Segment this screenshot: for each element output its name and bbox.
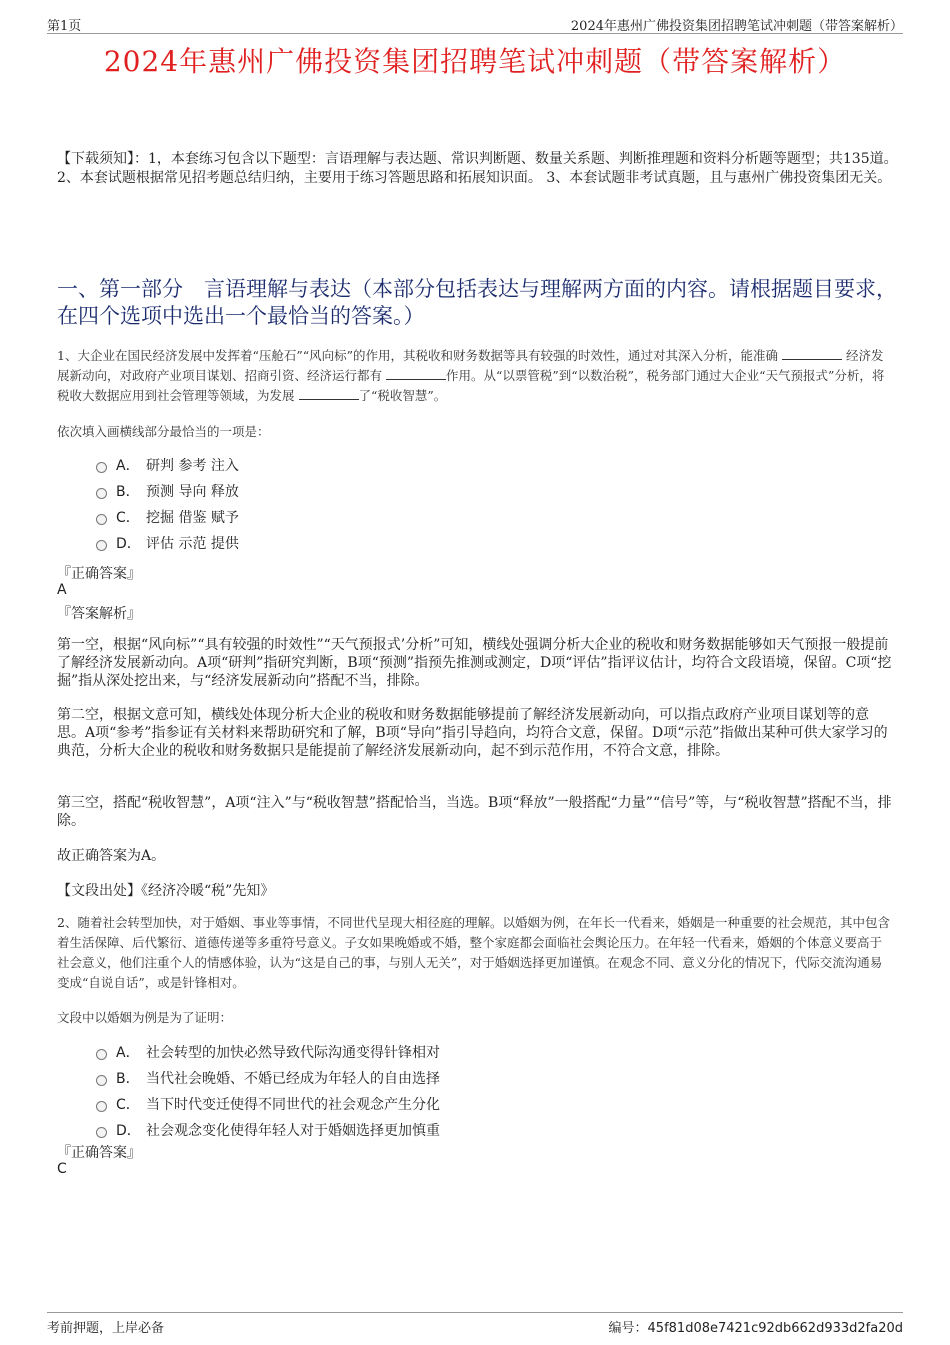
q1-text-part-4: 了“税收智慧”。 xyxy=(358,388,447,403)
q1-text-part-1: 1、大企业在国民经济发展中发挥着“压舱石”“风向标”的作用，其税收和财务数据等具有较强的时效性，通过对其深入分析，能准确 xyxy=(57,348,779,363)
option-a[interactable]: A． 社会转型的加快必然导致代际沟通变得针锋相对 xyxy=(96,1040,440,1066)
analysis-paragraph: 第一空，根据“风向标”“具有较强的时效性”“天气预报式’分析”可知，横线处强调分析大企业的税收和财务数据能够如天气预报一般提前了解经济发展新动向。A项“研判”指研究判断，B项“预测”指预先推测或测定，D项“评估”指评议估计，均符合文段语境，保留。C项“挖掘”指从深处挖出来，与“经济发展新动向”搭配不当，排除。 xyxy=(57,637,892,689)
answer-blank xyxy=(299,387,359,400)
question-1-prompt: 依次填入画横线部分最恰当的一项是： xyxy=(57,424,270,439)
question-1-text xyxy=(57,346,892,406)
q1-text-part-3: 作用。从“以票管税”到“以数治税”，税务部门通过大企业“天气预报式”分析，将税收大数据应用到社会管理等领域，为发展 xyxy=(57,368,885,403)
analysis-label: 『答案解析』 xyxy=(57,606,141,622)
radio-icon[interactable] xyxy=(96,1075,107,1086)
radio-icon[interactable] xyxy=(96,1101,107,1112)
option-b[interactable]: B． 预测 导向 释放 xyxy=(96,479,239,505)
page-footer xyxy=(47,1312,903,1337)
answer-label: 『正确答案』 xyxy=(57,566,141,582)
analysis-paragraph: 第二空，根据文意可知，横线处体现分析大企业的税收和财务数据能够提前了解经济发展新动向，可以指点政府产业项目谋划等的意思。A项“参考”指参证有关材料来帮助研究和了解，B项“导向”指引导趋向，均符合文意，保留。D项“示范”指做出某种可供大家学习的典范，分析大企业的税收和财务数据只是能提前了解经济发展新动向，起不到示范作用，不符合文意，排除。 xyxy=(57,707,888,759)
radio-icon[interactable] xyxy=(96,462,107,473)
answer-label: 『正确答案』 xyxy=(57,1145,141,1161)
correct-answer: C xyxy=(57,1161,67,1177)
download-notice: 【下载须知】：1，本套练习包含以下题型：言语理解与表达题、常识判断题、数量关系题、判断推理题和资料分析题等题型；共135道。 2、本套试题根据常见招考题总结归纳，主要用于练习答题思路和拓展知识面。 3、本套试题非考试真题，且与惠州广佛投资集团无关。 xyxy=(57,151,898,186)
analysis-paragraph: 第三空，搭配“税收智慧”，A项“注入”与“税收智慧”搭配恰当，当选。B项“释放”一般搭配“力量”“信号”等，与“税收智慧”搭配不当，排除。 xyxy=(57,795,892,829)
question-1-options xyxy=(96,453,239,557)
radio-icon[interactable] xyxy=(96,488,107,499)
radio-icon[interactable] xyxy=(96,540,107,551)
answer-blank xyxy=(782,347,842,360)
page-header xyxy=(47,13,903,34)
document-title: 2024年惠州广佛投资集团招聘笔试冲刺题（带答案解析） xyxy=(103,45,847,78)
q1-text-part-2: 经济发展新动向，对政府产业项目谋划、招商引资、经济运行都有 xyxy=(57,348,884,383)
question-2-prompt: 文段中以婚姻为例是为了证明： xyxy=(57,1010,233,1025)
option-c[interactable]: C． 当下时代变迁使得不同世代的社会观念产生分化 xyxy=(96,1092,440,1118)
option-b[interactable]: B． 当代社会晚婚、不婚已经成为年轻人的自由选择 xyxy=(96,1066,440,1092)
answer-blank xyxy=(386,367,446,380)
correct-answer: A xyxy=(57,582,67,598)
question-2-options xyxy=(96,1040,440,1144)
option-d[interactable]: D． 社会观念变化使得年轻人对于婚姻选择更加慎重 xyxy=(96,1118,440,1144)
footer-slogan: 考前押题，上岸必备 xyxy=(47,1321,165,1336)
radio-icon[interactable] xyxy=(96,514,107,525)
radio-icon[interactable] xyxy=(96,1049,107,1060)
section-title: 一、第一部分 言语理解与表达（本部分包括表达与理解两方面的内容。请根据题目要求，在四个选项中选出一个最恰当的答案。） xyxy=(57,277,897,328)
document-code: 编号：45f81d08e7421c92db662d933d2fa20d xyxy=(608,1321,903,1336)
option-a[interactable]: A． 研判 参考 注入 xyxy=(96,453,239,479)
page-number: 第1页 xyxy=(47,19,82,34)
option-c[interactable]: C． 挖掘 借鉴 赋予 xyxy=(96,505,239,531)
question-2-text: 2、随着社会转型加快，对于婚姻、事业等事情，不同世代呈现大相径庭的理解。以婚姻为例，在年长一代看来，婚姻是一种重要的社会规范，其中包含着生活保障、后代繁衍、道德传递等多重符号意义。子女如果晚婚或不婚，整个家庭都会面临社会舆论压力。在年轻一代看来，婚姻的个体意义要高于社会意义，他们注重个人的情感体验，认为“这是自己的事，与别人无关”，对于婚姻选择更加谨慎。在观念不同、意义分化的情况下，代际交流沟通易变成“自说自话”，或是针锋相对。 xyxy=(57,915,890,990)
header-doc-title: 2024年惠州广佛投资集团招聘笔试冲刺题（带答案解析） xyxy=(570,19,903,34)
radio-icon[interactable] xyxy=(96,1127,107,1138)
analysis-conclusion: 故正确答案为A。 xyxy=(57,848,166,864)
source-citation: 【文段出处】《经济冷暖“税”先知》 xyxy=(57,883,275,899)
option-d[interactable]: D． 评估 示范 提供 xyxy=(96,531,239,557)
